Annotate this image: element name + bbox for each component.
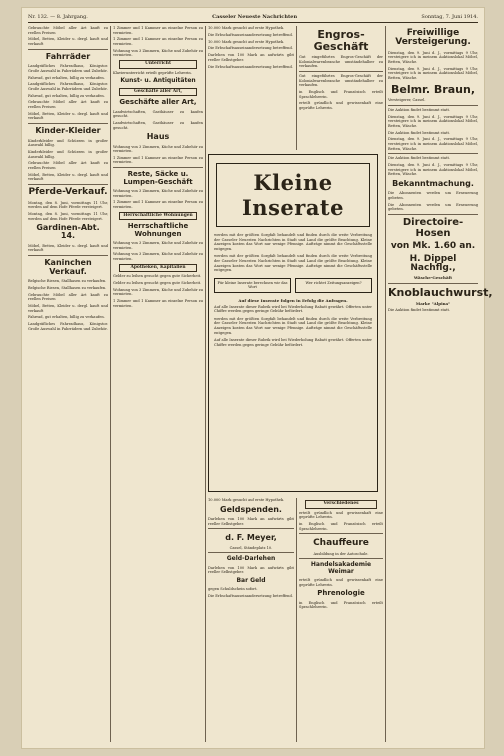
ad: Landwirtschaften, Gasthäuser zu kaufen gesucht. bbox=[113, 120, 203, 130]
ad: Möbel, Betten, Kleider u. dergl. kauft und verkauft bbox=[28, 172, 108, 182]
ad: Die Abonnenten werden um Erneuerung gebeten. bbox=[388, 191, 478, 200]
ad: 1 Zimmer und 1 Kammer an einzelne Person zu vermieten. bbox=[113, 37, 203, 46]
ad: erteilt gründlich und gewissenhaft eine geprüfte Lehrerin. bbox=[299, 101, 383, 110]
ad: Dienstag, den 9. Juni d. J., vormittags 9 Uhr, versteigere ich in meinem Auktionslokal Möbel, Betten, Wäsche. bbox=[388, 66, 478, 81]
issue-number: Nr. 132. — 8. Jahrgang. bbox=[28, 14, 88, 20]
column-3-bottom bbox=[208, 498, 294, 742]
ad: 1 Zimmer und 1 Kammer an einzelne Person zu vermieten. bbox=[113, 155, 203, 165]
heading: Geldspenden. bbox=[220, 504, 282, 514]
ad: Dienstag, den 9. Juni d. J., vormittags 9 Uhr, versteigere ich in meinem Auktionslokal Möbel, Betten, Wäsche. bbox=[388, 50, 478, 65]
section-heading: Unterricht bbox=[119, 60, 197, 69]
column-rule bbox=[296, 498, 297, 742]
price: von Mk. 1.60 an. bbox=[390, 241, 476, 252]
ad: Gut eingeführtes Engros-Geschäft der Kolonialwarenbranche umständehalber zu verkaufen. bbox=[299, 74, 383, 88]
heading: Bekanntmachung. bbox=[392, 179, 474, 189]
issue-date: Sonntag, 7. Juni 1914. bbox=[421, 14, 478, 20]
heading: Knoblauchwurst, bbox=[388, 286, 493, 300]
heading: Directoire-Hosen bbox=[402, 217, 464, 239]
heading: Haus bbox=[146, 132, 170, 142]
ad: erteilt gründlich und gewissenhaft eine geprüfte Lehrerin. bbox=[299, 577, 383, 587]
ad: 1 Zimmer und 1 Kammer an einzelne Person zu vermieten. bbox=[113, 26, 203, 35]
ad: Die Auktion findet bestimmt statt. bbox=[388, 107, 451, 112]
ad: Möbel, Betten, Kleider u. dergl. kauft und verkauft bbox=[28, 37, 108, 46]
ad: Die Auktion findet bestimmt statt. bbox=[388, 156, 451, 161]
ad: Die Auktion findet bestimmt statt. bbox=[388, 308, 451, 313]
ad: Die Erbschaftsauseinandersetzung betreffend. bbox=[208, 46, 293, 51]
feature-body: werden mit der größten Sorgfalt behandelt und finden durch die weite Verbreitung der Casseler Neuesten Nachrichten in Stadt und Land die größte Beachtung. Kleine Anzeigen kosten das Wort nur wenige Pfennige. Aufträge nimmt die Geschäftsstelle entgegen. bbox=[214, 254, 372, 273]
ad-box bbox=[208, 528, 294, 553]
ad: Wohnung von 3 Zimmern, Küche und Zubehör zu vermieten. bbox=[113, 144, 203, 154]
ad: Gelder zu leihen gesucht gegen gute Sicherheit. bbox=[113, 274, 202, 279]
heading: Fahrräder bbox=[45, 51, 91, 61]
ad: Möbel, Betten, Kleider u. dergl. kauft und verkauft bbox=[28, 243, 108, 253]
heading: Engros-Geschäft bbox=[313, 28, 369, 53]
ad: Darlehen von 100 Mark an aufwärts gibt reeller Selbstgeber. bbox=[208, 516, 294, 526]
ad: Die Erbschaftsauseinandersetzung betreffend. bbox=[208, 32, 293, 37]
ad: Versteigerer, Cassel. bbox=[388, 98, 426, 103]
ad: Wohnung von 3 Zimmern, Küche und Zubehör zu vermieten. bbox=[113, 188, 203, 198]
heading: Phrenologie bbox=[317, 589, 365, 598]
ad: in Englisch und Französisch erteilt Sprachlehrerin. bbox=[299, 90, 383, 99]
ad: Gebrauchte Möbel aller Art kauft zu reellen Preisen bbox=[28, 292, 108, 302]
ad-box bbox=[299, 533, 383, 559]
ad: Gebrauchte Möbel aller Art kauft zu reellen Preisen bbox=[28, 161, 108, 170]
heading: Herrschaftliche Wohnungen bbox=[127, 222, 189, 238]
section-heading: Verschiedenes bbox=[305, 500, 377, 509]
ad: Möbel, Betten, Kleider u. dergl. kauft und verkauft bbox=[28, 303, 108, 313]
ad: Dienstag, den 9. Juni d. J., vormittags 9 Uhr, versteigere ich in meinem Auktionslokal Möbel, Betten, Wäsche. bbox=[388, 137, 478, 151]
heading: Reste, Säcke u. Lumpen-Geschäft bbox=[123, 170, 193, 186]
feature-body: Auf alle Inserate dieser Rubrik wird bei Wiederholung Rabatt gewährt. Offerten unter Chiffre werden gegen geringe Gebühr befördert. bbox=[214, 304, 372, 314]
ad: 1 Zimmer und 1 Kammer an einzelne Person zu vermieten. bbox=[113, 200, 203, 209]
ad: Gebrauchte Möbel aller Art kauft zu reellen Preisen bbox=[28, 100, 108, 110]
heading: Handelsakademie Weimar bbox=[310, 561, 372, 575]
column-2 bbox=[113, 26, 203, 742]
ad: Landgräfliches Fahrradhaus, Königstor. Große Auswahl in Fahrrädern und Zubehör. bbox=[28, 64, 108, 73]
newspaper-page bbox=[22, 8, 493, 748]
ad: Montag, den 8. Juni, vormittags 11 Uhr, werden auf dem Hofe Pferde versteigert. bbox=[28, 211, 108, 221]
ad: Landgräfliches Fahrradhaus, Königstor. Große Auswahl in Fahrrädern und Zubehör. bbox=[28, 82, 108, 91]
heading: Belmr. Braun, bbox=[390, 82, 475, 96]
heading: d. F. Meyer, bbox=[225, 533, 277, 543]
ad: Gut eingeführtes Engros-Geschäft der Kolonialwarenbranche umständehalber zu verkaufen. bbox=[299, 55, 383, 69]
ad: Klavierunterricht erteilt geprüfte Lehrerin. bbox=[113, 70, 192, 75]
section-heading: Herrschaftliche Wohnungen bbox=[119, 212, 197, 221]
ad: Darlehen von 100 Mark an aufwärts gibt reeller Selbstgeber. bbox=[208, 565, 294, 575]
column-rule bbox=[296, 26, 297, 150]
column-1 bbox=[28, 26, 108, 742]
column-rule bbox=[385, 26, 386, 742]
ad: Belgische Riesen, Stallhasen zu verkaufen. bbox=[28, 279, 107, 284]
ad: erteilt gründlich und gewissenhaft eine geprüfte Lehrerin. bbox=[299, 510, 383, 520]
ad: 1 Zimmer und 1 Kammer an einzelne Person zu vermieten. bbox=[113, 299, 203, 308]
ad: 10.000 Mark gesucht auf erste Hypothek. bbox=[208, 39, 285, 44]
ad: Kinderkleider und Schürzen in großer Auswahl billig. bbox=[28, 149, 108, 159]
heading: Kunst- u. Antiquitäten bbox=[120, 77, 196, 85]
feature-footer: Auf diese Inserate folgen in Erfolg die Anfragen. bbox=[238, 297, 348, 303]
ad: Wohnung von 3 Zimmern, Küche und Zubehör zu vermieten. bbox=[113, 48, 203, 58]
subheading: Wäsche-Geschäft bbox=[413, 275, 453, 281]
ad: 10.000 Mark gesucht auf erste Hypothek. bbox=[208, 498, 285, 502]
ad: Landwirtschaften, Gasthäuser zu kaufen gesucht. bbox=[113, 109, 203, 119]
heading: Geschäfte aller Art, bbox=[119, 98, 197, 107]
heading: Gardinen-Abt. 14. bbox=[36, 223, 100, 241]
feature-body: werden mit der größten Sorgfalt behandelt und finden durch die weite Verbreitung der Casseler Neuesten Nachrichten in Stadt und Land die größte Beachtung. Kleine Anzeigen kosten das Wort nur wenige Pfennige. Aufträge nimmt die Geschäftsstelle entgegen. bbox=[214, 233, 372, 251]
feature-title: Kleine Inserate bbox=[216, 163, 370, 227]
ad: Cassel, Ständeplatz 10. bbox=[229, 545, 273, 550]
ad: Gelder zu leihen gesucht gegen gute Sicherheit. bbox=[113, 281, 202, 286]
ad: Gebrauchte Möbel aller Art kauft zu reellen Preisen bbox=[28, 26, 108, 35]
heading: Freiwillige Versteigerung. bbox=[395, 28, 471, 48]
heading: Kaninchen Verkauf. bbox=[44, 258, 92, 276]
heading: Bar Geld bbox=[236, 576, 266, 584]
heading: Pferde-Verkauf. bbox=[28, 187, 108, 198]
ad: in Englisch und Französisch erteilt Sprachlehrerin. bbox=[299, 600, 383, 610]
kleine-inserate-box bbox=[208, 154, 378, 492]
feature-body: werden mit der größten Sorgfalt behandelt und finden durch die weite Verbreitung der Casseler Neuesten Nachrichten in Stadt und Land die größte Beachtung. Kleine Anzeigen kosten das Wort nur wenige Pfennige. Aufträge nimmt die Geschäftsstelle entgegen. bbox=[214, 316, 372, 335]
info-box-left: Für kleine Inserate berechnen wir das Wort bbox=[214, 278, 291, 293]
ad: in Englisch und Französisch erteilt Sprachlehrerin. bbox=[299, 521, 383, 531]
column-3-top bbox=[208, 26, 294, 150]
info-box-right: Wer richtet Zeitungsanzeigen? bbox=[295, 278, 372, 293]
feature-boxes bbox=[214, 278, 372, 293]
subheading: Marke "Alpina" bbox=[415, 300, 451, 306]
ad: Die Abonnenten werden um Erneuerung gebeten. bbox=[388, 202, 478, 212]
ad: Fahrrad, gut erhalten, billig zu verkaufen. bbox=[28, 75, 105, 80]
ad: Die Erbschaftsauseinandersetzung betreffend. bbox=[208, 64, 293, 69]
column-4-top bbox=[299, 26, 383, 150]
ad: Landgräfliches Fahrradhaus, Königstor. Große Auswahl in Fahrrädern und Zubehör. bbox=[28, 322, 108, 331]
feature-body: Auf alle Inserate dieser Rubrik wird bei Wiederholung Rabatt gewährt. Offerten unter Chiffre werden gegen geringe Gebühr befördert. bbox=[214, 338, 372, 347]
column-rule bbox=[205, 26, 206, 742]
heading: Kinder-Kleider bbox=[35, 126, 101, 136]
ad: Möbel, Betten, Kleider u. dergl. kauft und verkauft bbox=[28, 111, 108, 121]
section-heading: Apotheken, Kapitalien bbox=[119, 264, 197, 273]
ad: Wohnung von 3 Zimmern, Küche und Zubehör zu vermieten. bbox=[113, 252, 203, 261]
heading: Chauffeure bbox=[313, 538, 369, 549]
ad: Ausbildung in der Autoschule. bbox=[313, 551, 369, 556]
ad: Wohnung von 3 Zimmern, Küche und Zubehör zu vermieten. bbox=[113, 287, 203, 297]
column-rule bbox=[110, 26, 111, 742]
ad: Montag, den 8. Juni, vormittags 11 Uhr, werden auf dem Hofe Pferde versteigert. bbox=[28, 200, 108, 210]
ad: Fahrrad, gut erhalten, billig zu verkaufen. bbox=[28, 315, 105, 320]
ad: Belgische Riesen, Stallhasen zu verkaufen. bbox=[28, 285, 107, 290]
column-4-bottom bbox=[299, 498, 383, 742]
ad: 10.000 Mark gesucht auf erste Hypothek. bbox=[208, 26, 285, 30]
heading: H. Dippel Nachflg., bbox=[409, 253, 457, 274]
ad: Wohnung von 3 Zimmern, Küche und Zubehör zu vermieten. bbox=[113, 240, 203, 250]
masthead bbox=[28, 12, 478, 23]
heading: Geld-Darlehen bbox=[226, 555, 276, 563]
ad: Kinderkleider und Schürzen in großer Auswahl billig. bbox=[28, 138, 108, 148]
column-5 bbox=[388, 26, 493, 742]
ad: gegen Schuldschein sofort. bbox=[208, 587, 258, 592]
ad: Dienstag, den 9. Juni d. J., vormittags 9 Uhr, versteigere ich in meinem Auktionslokal Möbel, Betten, Wäsche. bbox=[388, 114, 478, 128]
ad: Die Erbschaftsauseinandersetzung betreffend. bbox=[208, 593, 293, 598]
section-heading: Geschäfte aller Art, bbox=[119, 88, 197, 97]
ad: Dienstag, den 9. Juni d. J., vormittags 9 Uhr, versteigere ich in meinem Auktionslokal Möbel, Betten, Wäsche. bbox=[388, 163, 478, 177]
ad: Die Auktion findet bestimmt statt. bbox=[388, 130, 451, 135]
ad: Darlehen von 100 Mark an aufwärts gibt reeller Selbstgeber. bbox=[208, 53, 294, 62]
paper-name: Casseler Neueste Nachrichten bbox=[212, 14, 298, 20]
ad: Fahrrad, gut erhalten, billig zu verkaufen. bbox=[28, 93, 105, 98]
